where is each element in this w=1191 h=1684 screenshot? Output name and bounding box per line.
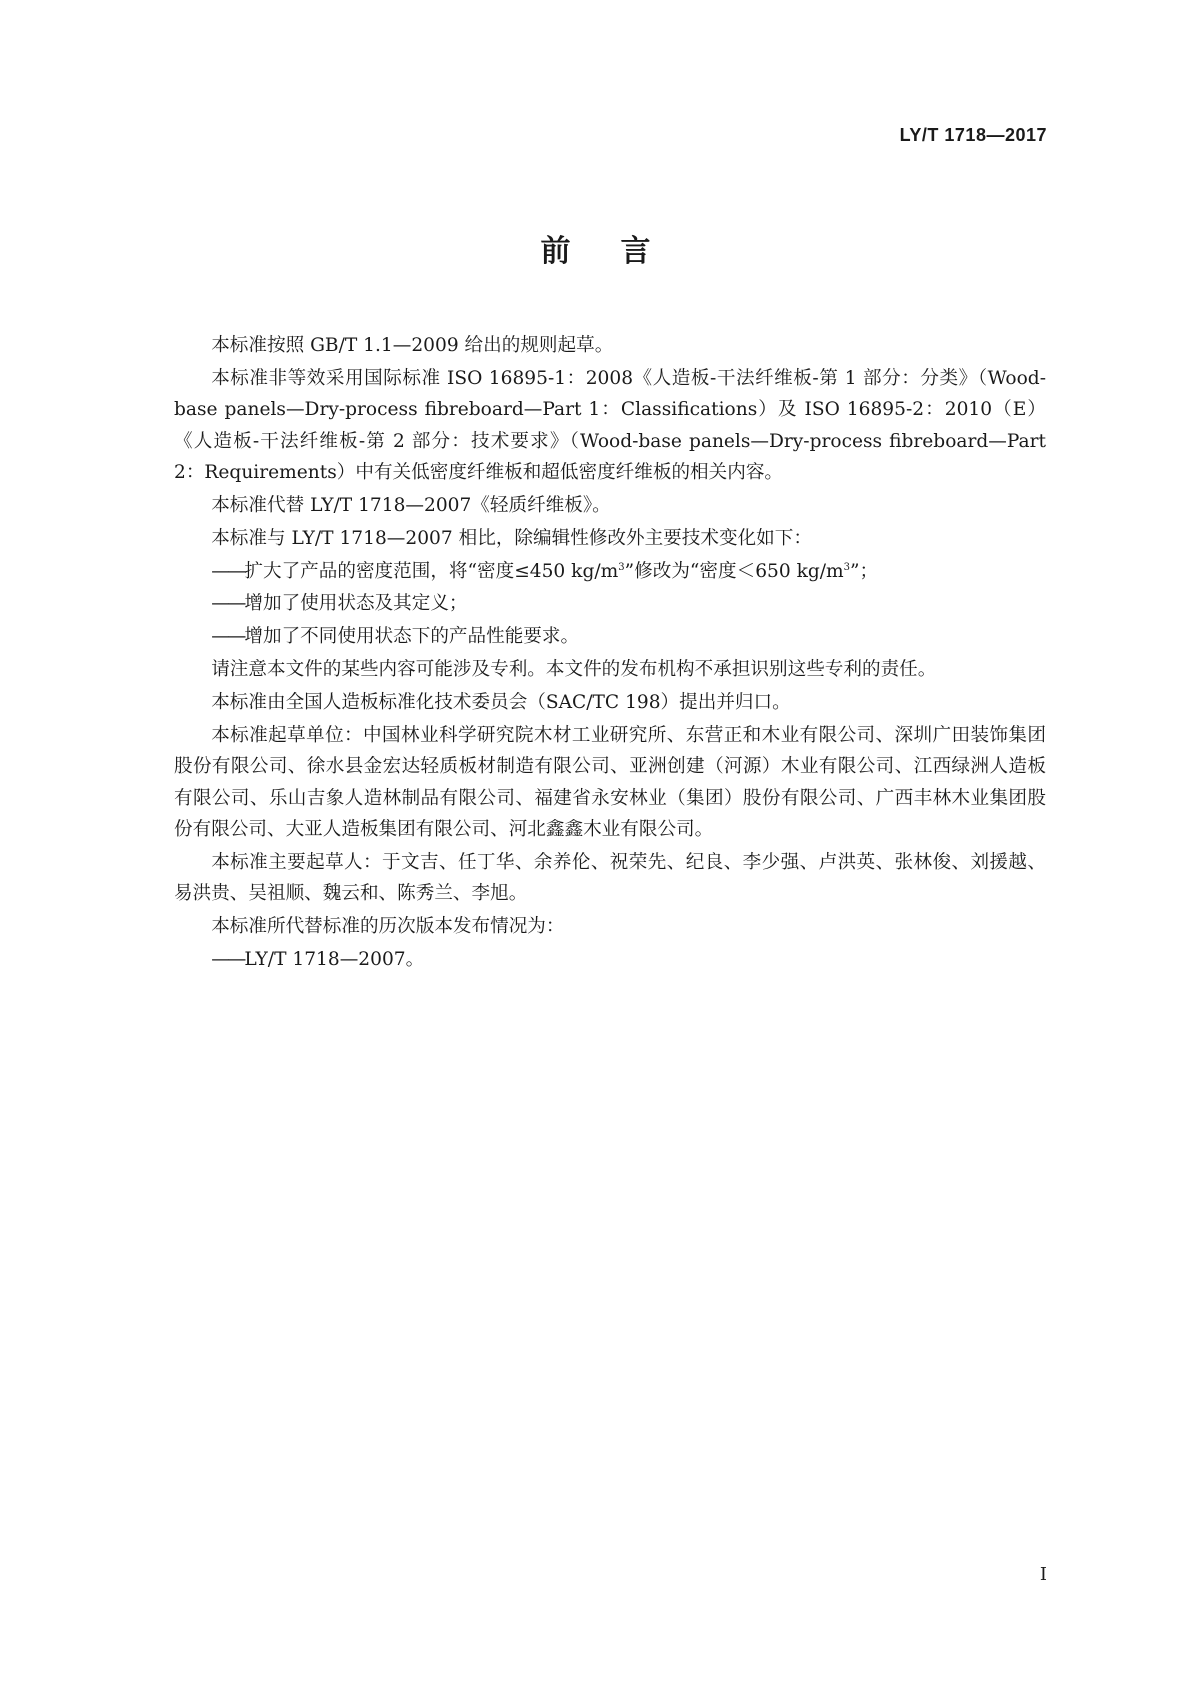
paragraph-proposer: 本标准由全国人造板标准化技术委员会（SAC/TC 198）提出并归口。 bbox=[211, 691, 791, 713]
change-item-use-state bbox=[174, 588, 1046, 620]
change-item-performance bbox=[174, 621, 1046, 653]
paragraph-drafting-rules: 本标准按照 GB/T 1.1—2009 给出的规则起草。 bbox=[211, 335, 614, 356]
paragraph-drafting-units: 本标准起草单位：中国林业科学研究院木材工业研究所、东营正和木业有限公司、深圳广田装饰集团股份有限公司、徐水县金宏达轻质板材制造有限公司、亚洲创建（河源）木业有限公司、江西绿洲人造板有限公司、乐山吉象人造林制品有限公司、福建省永安林业（集团）股份有限公司、广西丰林木业集团股份有限公司、大亚人造板集团有限公司、河北鑫鑫木业有限公司。 bbox=[174, 724, 1046, 841]
change-text: 增加了使用状态及其定义； bbox=[244, 593, 468, 615]
change-text-b: ”修改为“密度＜650 kg/m bbox=[624, 560, 844, 582]
change-text: 增加了不同使用状态下的产品性能要求。 bbox=[244, 626, 580, 648]
list-dash: —— bbox=[211, 949, 245, 971]
list-dash: —— bbox=[211, 560, 245, 582]
page-number: I bbox=[1039, 1564, 1047, 1585]
paragraph-history-intro: 本标准所代替标准的历次版本发布情况为： bbox=[211, 916, 565, 938]
standard-number: LY/T 1718—2017 bbox=[899, 125, 1047, 145]
paragraph-changes-intro: 本标准与 LY/T 1718—2007 相比，除编辑性修改外主要技术变化如下： bbox=[211, 527, 812, 549]
history-item bbox=[174, 944, 1046, 976]
superscript-3: 3 bbox=[618, 561, 625, 573]
change-text-c: ”； bbox=[850, 560, 879, 582]
paragraph-patent-notice: 请注意本文件的某些内容可能涉及专利。本文件的发布机构不承担识别这些专利的责任。 bbox=[211, 659, 937, 681]
paragraph-replaces: 本标准代替 LY/T 1718—2007《轻质纤维板》。 bbox=[211, 495, 611, 517]
history-text: LY/T 1718—2007。 bbox=[244, 949, 425, 971]
paragraph-iso-adoption: 本标准非等效采用国际标准 ISO 16895-1：2008《人造板-干法纤维板-第 1 部分：分类》（Wood-base panels—Dry-process fibreboard—Part 1：Classifications）及 ISO 16895-2：2010（E）《人造板-干法纤维板-第 2 部分：技术要求》（Wood-base panels—Dry-process fibreboard—Part 2：Requirements）中有关低密度纤维板和超低密度纤维板的相关内容。 bbox=[174, 367, 1046, 484]
change-text-a: 扩大了产品的密度范围，将“密度≤450 kg/m bbox=[244, 560, 619, 582]
change-item-density bbox=[174, 556, 1046, 588]
list-dash: —— bbox=[211, 593, 245, 615]
paragraph-drafters: 本标准主要起草人：于文吉、任丁华、余养伦、祝荣先、纪良、李少强、卢洪英、张林俊、刘援越、易洪贵、吴祖顺、魏云和、陈秀兰、李旭。 bbox=[174, 851, 1046, 905]
foreword-content bbox=[174, 330, 1046, 977]
list-dash: —— bbox=[211, 626, 245, 648]
superscript-3: 3 bbox=[843, 561, 851, 573]
page-title: 前言 bbox=[540, 234, 701, 269]
